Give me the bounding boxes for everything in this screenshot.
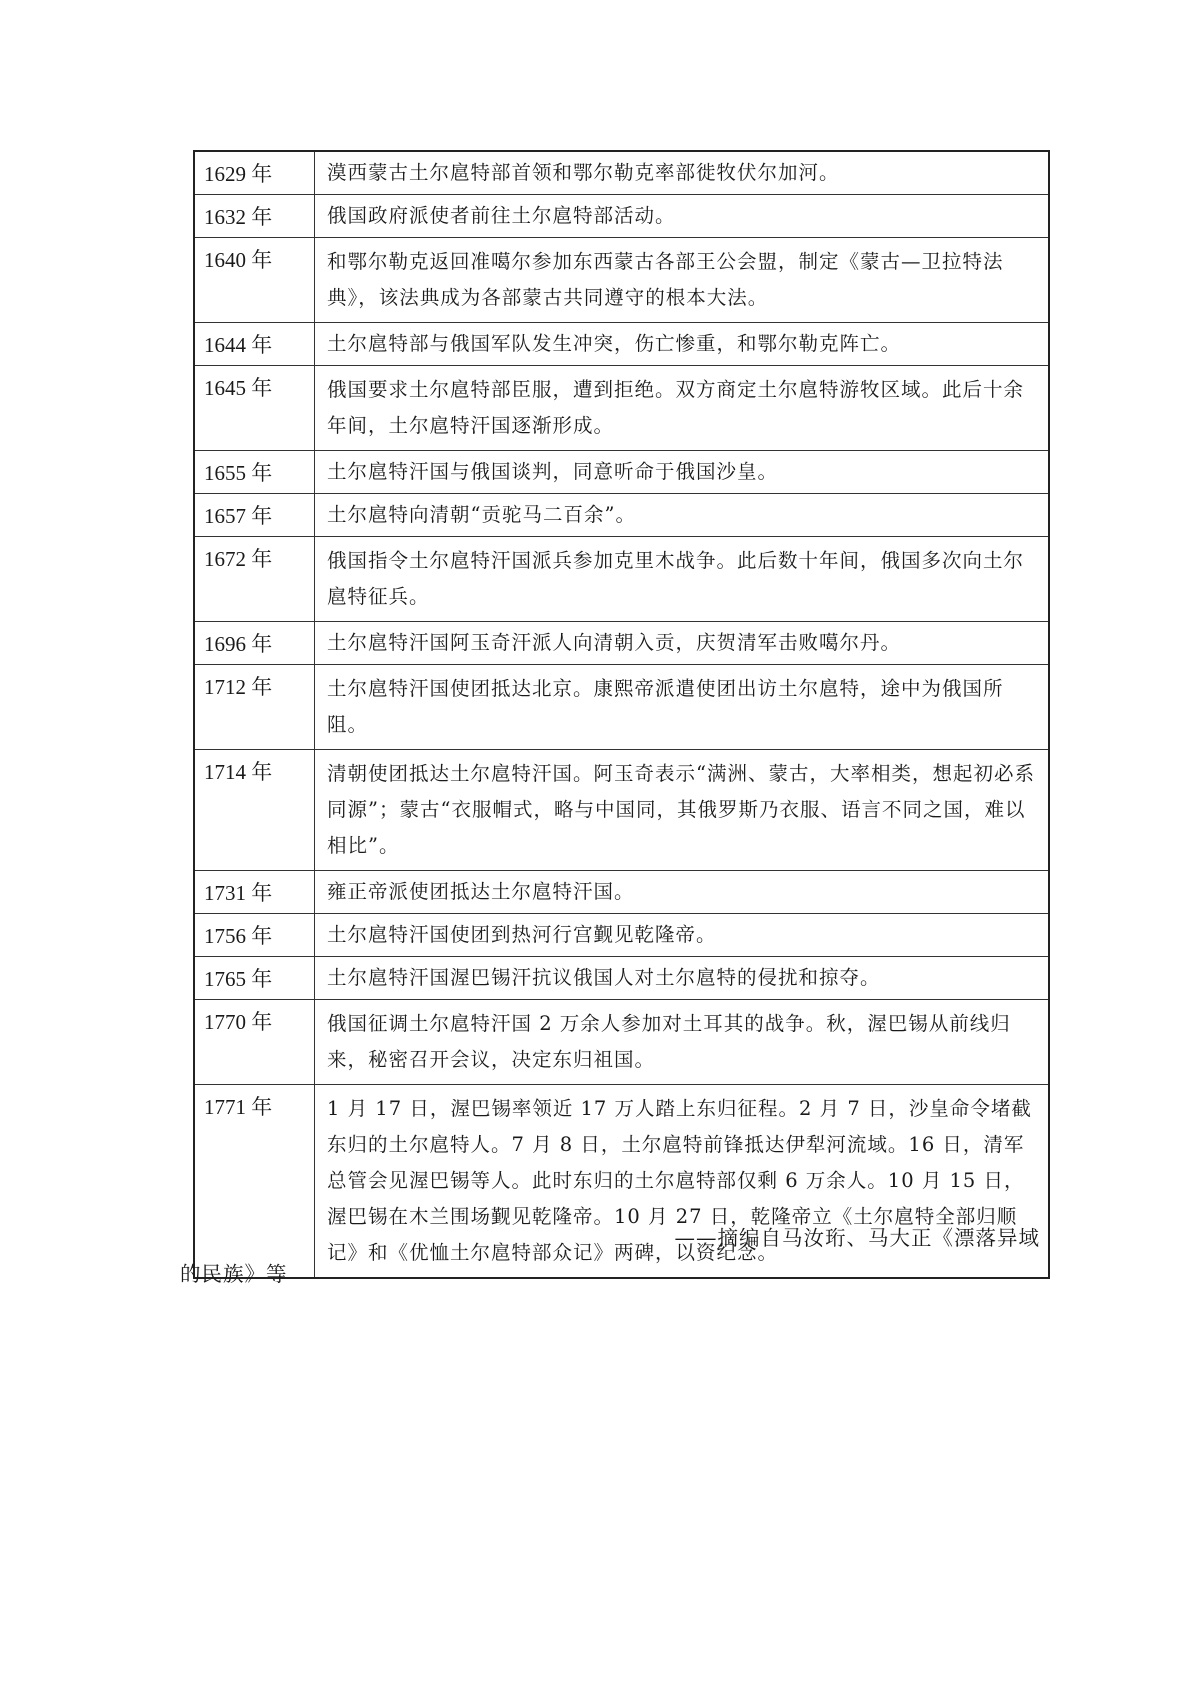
event-cell: 俄国征调土尔扈特汗国 2 万余人参加对土耳其的战争。秋，渥巴锡从前线归来，秘密召开会议，决定东归祖国。	[315, 1000, 1050, 1085]
event-cell: 清朝使团抵达土尔扈特汗国。阿玉奇表示“满洲、蒙古，大率相类，想起初必系同源”；蒙古“衣服帽式，略与中国同，其俄罗斯乃衣服、语言不同之国，难以相比”。	[315, 750, 1050, 871]
table-row	[194, 494, 1049, 537]
table-row	[194, 151, 1049, 195]
event-cell: 土尔扈特汗国使团到热河行宫觐见乾隆帝。	[315, 914, 1050, 957]
table-row	[194, 366, 1049, 451]
table-row	[194, 451, 1049, 494]
event-cell: 俄国指令土尔扈特汗国派兵参加克里木战争。此后数十年间，俄国多次向土尔扈特征兵。	[315, 537, 1050, 622]
table-row	[194, 957, 1049, 1000]
event-cell: 土尔扈特部与俄国军队发生冲突，伤亡惨重，和鄂尔勒克阵亡。	[315, 323, 1050, 366]
year-cell: 1645 年	[194, 366, 315, 451]
year-cell: 1657 年	[194, 494, 315, 537]
event-cell: 土尔扈特汗国阿玉奇汗派人向清朝入贡，庆贺清军击败噶尔丹。	[315, 622, 1050, 665]
year-cell: 1655 年	[194, 451, 315, 494]
table-row	[194, 323, 1049, 366]
event-cell: 1 月 17 日，渥巴锡率领近 17 万人踏上东归征程。2 月 7 日，沙皇命令堵截东归的土尔扈特人。7 月 8 日，土尔扈特前锋抵达伊犁河流域。16 日，清军总管会见渥巴锡等人。此时东归的土尔扈特部仅剩 6 万余人。10 月 15 日，渥巴锡在木兰围场觐见乾隆帝。10 月 27 日，乾隆帝立《土尔扈特全部归顺记》和《优恤土尔扈特部众记》两碑，以资纪念。	[315, 1085, 1050, 1279]
event-cell: 雍正帝派使团抵达土尔扈特汗国。	[315, 871, 1050, 914]
table-row	[194, 1000, 1049, 1085]
year-cell: 1712 年	[194, 665, 315, 750]
event-cell: 土尔扈特汗国渥巴锡汗抗议俄国人对土尔扈特的侵扰和掠夺。	[315, 957, 1050, 1000]
event-cell: 土尔扈特向清朝“贡驼马二百余”。	[315, 494, 1050, 537]
event-cell: 俄国政府派使者前往土尔扈特部活动。	[315, 195, 1050, 238]
timeline-table	[193, 150, 1050, 1279]
year-cell: 1714 年	[194, 750, 315, 871]
year-cell: 1696 年	[194, 622, 315, 665]
year-cell: 1640 年	[194, 238, 315, 323]
year-cell: 1756 年	[194, 914, 315, 957]
table-row	[194, 622, 1049, 665]
citation-line-2: 的民族》等	[180, 1262, 288, 1286]
event-cell: 土尔扈特汗国与俄国谈判，同意听命于俄国沙皇。	[315, 451, 1050, 494]
table-row	[194, 238, 1049, 323]
event-cell: 俄国要求土尔扈特部臣服，遭到拒绝。双方商定土尔扈特游牧区域。此后十余年间，土尔扈特汗国逐渐形成。	[315, 366, 1050, 451]
event-cell: 土尔扈特汗国使团抵达北京。康熙帝派遣使团出访土尔扈特，途中为俄国所阻。	[315, 665, 1050, 750]
citation-line-1: ——摘编自马汝珩、马大正《漂落异域	[674, 1226, 1040, 1250]
year-cell: 1672 年	[194, 537, 315, 622]
year-cell: 1765 年	[194, 957, 315, 1000]
event-cell: 和鄂尔勒克返回准噶尔参加东西蒙古各部王公会盟，制定《蒙古—卫拉特法典》，该法典成为各部蒙古共同遵守的根本大法。	[315, 238, 1050, 323]
year-cell: 1644 年	[194, 323, 315, 366]
table-row	[194, 195, 1049, 238]
table-row	[194, 871, 1049, 914]
year-cell: 1632 年	[194, 195, 315, 238]
table-row	[194, 750, 1049, 871]
table-row	[194, 537, 1049, 622]
year-cell: 1771 年	[194, 1085, 315, 1279]
table-row	[194, 665, 1049, 750]
source-citation	[180, 1220, 1040, 1292]
year-cell: 1731 年	[194, 871, 315, 914]
table-row	[194, 914, 1049, 957]
year-cell: 1629 年	[194, 151, 315, 195]
event-cell: 漠西蒙古土尔扈特部首领和鄂尔勒克率部徙牧伏尔加河。	[315, 151, 1050, 195]
year-cell: 1770 年	[194, 1000, 315, 1085]
